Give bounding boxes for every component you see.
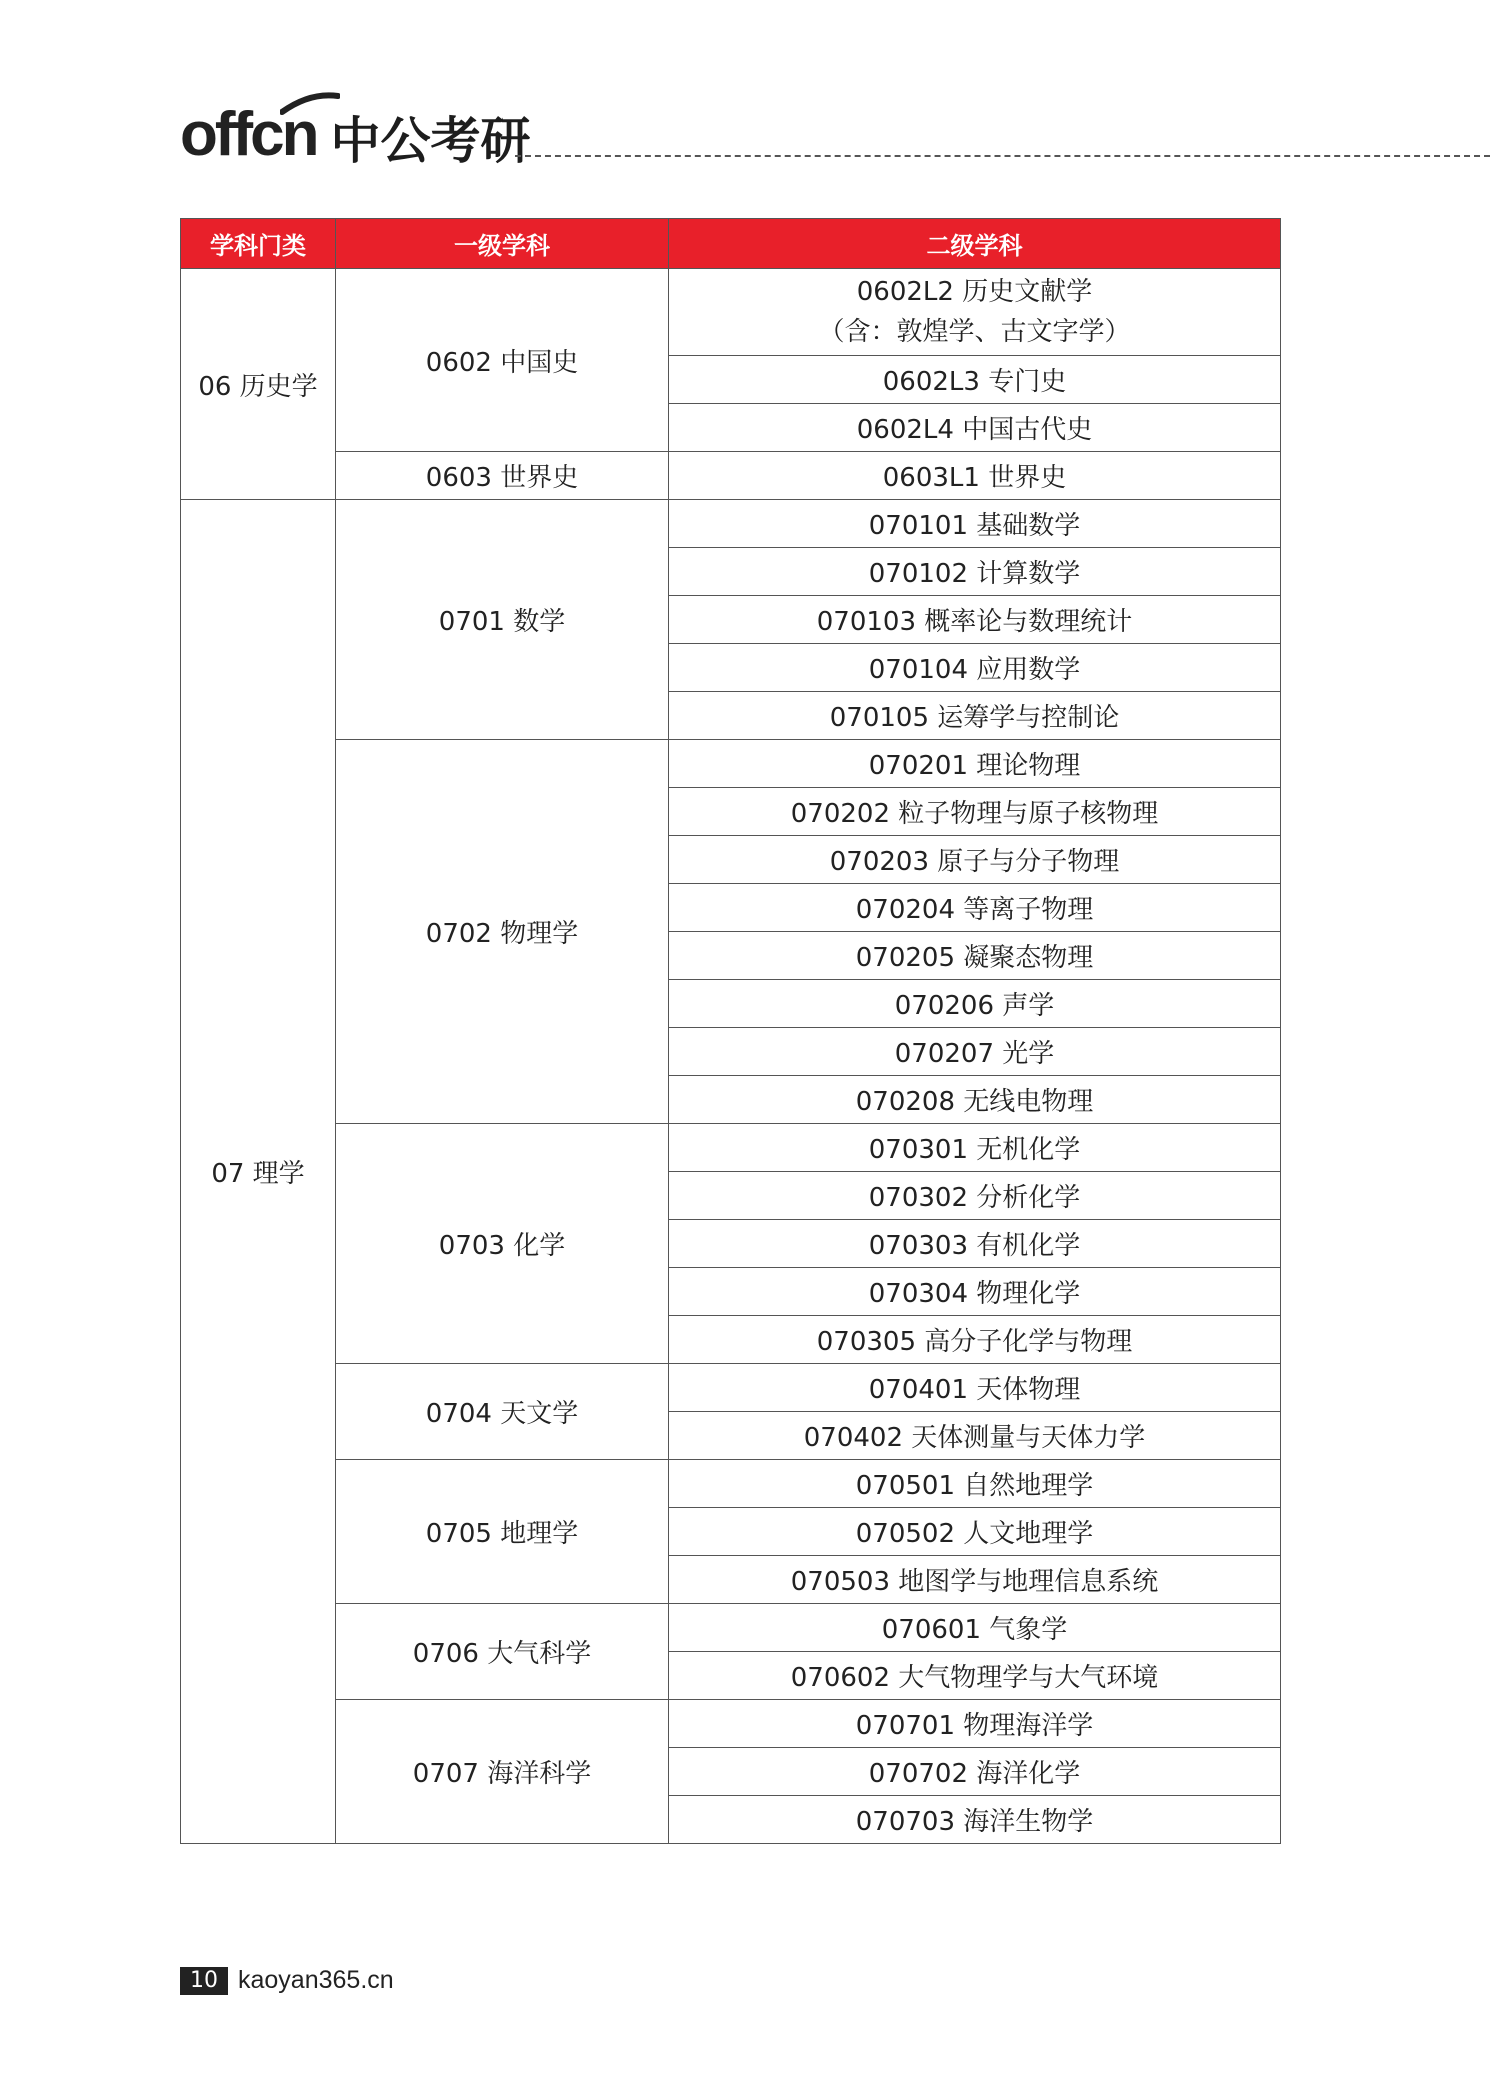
second-level-cell [669,500,1281,548]
second-level-name: 070602 大气物理学与大气环境 [790,1663,1159,1693]
subject-table [180,218,1281,1844]
first-level-cell: 0703 化学 [336,1124,669,1364]
second-level-cell [669,548,1281,596]
second-level-cell [669,596,1281,644]
table-row [181,1124,1281,1172]
second-level-name: 0602L2 历史文献学 [856,277,1093,307]
second-level-cell [669,269,1281,356]
second-level-cell [669,1460,1281,1508]
table-row [181,1460,1281,1508]
brand-name: 中公考研 [330,112,531,170]
first-level-cell: 0602 中国史 [336,269,669,452]
second-level-cell [669,1220,1281,1268]
second-level-cell [669,1124,1281,1172]
header-category: 学科门类 [181,219,336,269]
second-level-name: 070401 天体物理 [868,1375,1081,1405]
table-row [181,1604,1281,1652]
table-row [181,269,1281,356]
second-level-cell [669,1316,1281,1364]
first-level-cell: 0706 大气科学 [336,1604,669,1700]
second-level-name: 070501 自然地理学 [855,1471,1094,1501]
second-level-name: 070302 分析化学 [868,1183,1081,1213]
table-row [181,1700,1281,1748]
second-level-cell [669,644,1281,692]
second-level-cell [669,1268,1281,1316]
table-row [181,500,1281,548]
brand-header [180,88,531,170]
second-level-name: 070701 物理海洋学 [855,1711,1094,1741]
second-level-note: （含：敦煌学、古文字学） [818,317,1131,347]
second-level-name: 070208 无线电物理 [855,1087,1094,1117]
second-level-name: 070102 计算数学 [868,559,1081,589]
header-divider [515,155,1490,157]
second-level-name: 070201 理论物理 [868,751,1081,781]
second-level-name: 070301 无机化学 [868,1135,1081,1165]
second-level-cell [669,788,1281,836]
second-level-name: 070703 海洋生物学 [855,1807,1094,1837]
second-level-cell [669,1700,1281,1748]
table-row [181,740,1281,788]
second-level-cell [669,740,1281,788]
second-level-name: 070702 海洋化学 [868,1759,1081,1789]
second-level-name: 070101 基础数学 [868,511,1081,541]
second-level-cell [669,452,1281,500]
table-header-row [181,219,1281,269]
second-level-cell [669,980,1281,1028]
second-level-name: 070204 等离子物理 [855,895,1094,925]
second-level-name: 070402 天体测量与天体力学 [803,1423,1146,1453]
second-level-name: 070503 地图学与地理信息系统 [790,1567,1159,1597]
second-level-name: 070207 光学 [894,1039,1055,1069]
second-level-name: 070305 高分子化学与物理 [816,1327,1133,1357]
second-level-name: 070104 应用数学 [868,655,1081,685]
second-level-cell [669,1748,1281,1796]
second-level-name: 0603L1 世界史 [882,463,1067,493]
table-row [181,1364,1281,1412]
second-level-cell [669,356,1281,404]
second-level-cell [669,1556,1281,1604]
second-level-name: 070203 原子与分子物理 [829,847,1120,877]
first-level-cell: 0704 天文学 [336,1364,669,1460]
header-first-level: 一级学科 [336,219,669,269]
second-level-name: 070205 凝聚态物理 [855,943,1094,973]
table-body [181,269,1281,1844]
second-level-name: 070105 运筹学与控制论 [829,703,1120,733]
second-level-cell [669,1508,1281,1556]
second-level-cell [669,1172,1281,1220]
second-level-name: 070206 声学 [894,991,1055,1021]
first-level-cell: 0603 世界史 [336,452,669,500]
second-level-cell [669,884,1281,932]
second-level-name: 070202 粒子物理与原子核物理 [790,799,1159,829]
first-level-cell: 0702 物理学 [336,740,669,1124]
second-level-cell [669,1652,1281,1700]
second-level-name: 070601 气象学 [881,1615,1068,1645]
second-level-name: 0602L3 专门史 [882,367,1067,397]
second-level-name: 070103 概率论与数理统计 [816,607,1133,637]
page-footer [180,1966,394,1995]
second-level-cell [669,692,1281,740]
offcn-logo: offcn [180,104,317,166]
table-row [181,452,1281,500]
second-level-name: 0602L4 中国古代史 [856,415,1093,445]
first-level-cell: 0705 地理学 [336,1460,669,1604]
second-level-name: 070502 人文地理学 [855,1519,1094,1549]
second-level-cell [669,404,1281,452]
first-level-cell: 0701 数学 [336,500,669,740]
second-level-cell [669,1028,1281,1076]
second-level-cell [669,1364,1281,1412]
category-cell: 06 历史学 [181,269,336,500]
logo-swoosh-icon [280,90,340,116]
second-level-cell [669,1076,1281,1124]
second-level-cell [669,1412,1281,1460]
header-second-level: 二级学科 [669,219,1281,269]
site-url: kaoyan365.cn [238,1966,394,1994]
second-level-cell [669,1604,1281,1652]
category-cell: 07 理学 [181,500,336,1844]
page-number: 10 [180,1967,228,1995]
second-level-name: 070303 有机化学 [868,1231,1081,1261]
first-level-cell: 0707 海洋科学 [336,1700,669,1844]
second-level-cell [669,932,1281,980]
second-level-cell [669,836,1281,884]
second-level-cell [669,1796,1281,1844]
second-level-name: 070304 物理化学 [868,1279,1081,1309]
